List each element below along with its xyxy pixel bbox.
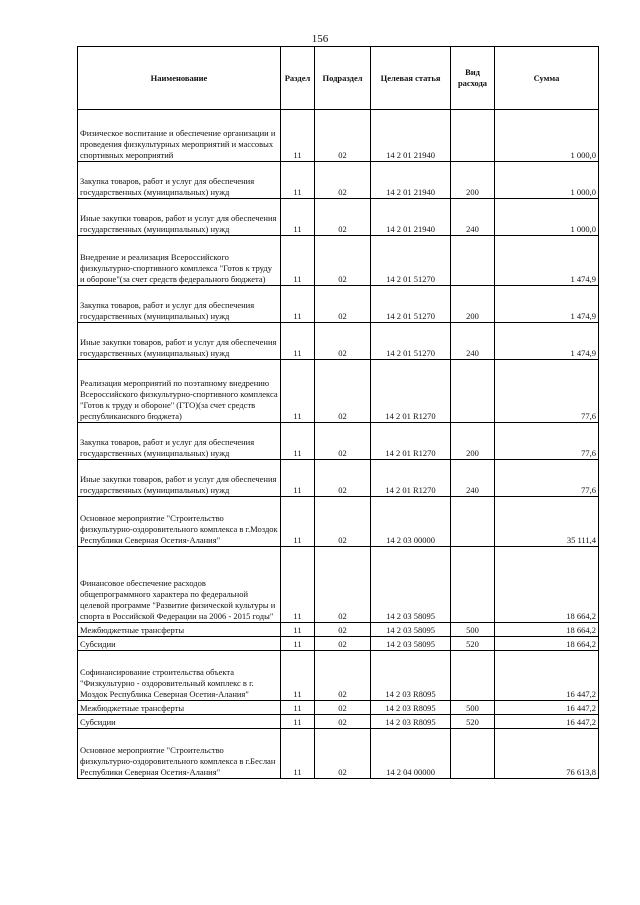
row-subsection: 02: [315, 715, 371, 729]
row-subsection: 02: [315, 162, 371, 199]
row-section: 11: [281, 286, 315, 323]
row-target: 14 2 03 58095: [371, 637, 451, 651]
table-row: [78, 323, 599, 360]
row-sum: 1 000,0: [495, 162, 599, 199]
row-name: Субсидии: [78, 715, 281, 729]
table-row: [78, 423, 599, 460]
row-target: 14 2 03 R8095: [371, 715, 451, 729]
row-type: 200: [451, 423, 495, 460]
row-name: Межбюджетные трансферты: [78, 701, 281, 715]
row-sum: 1 000,0: [495, 199, 599, 236]
row-name: Основное мероприятие "Строительство физкультурно-оздоровительного комплекса в г.Моздок Республики Северная Осетия-Алания": [78, 497, 281, 547]
row-target: 14 2 01 R1270: [371, 360, 451, 423]
row-type: 240: [451, 323, 495, 360]
row-subsection: 02: [315, 323, 371, 360]
row-target: 14 2 03 R8095: [371, 701, 451, 715]
row-target: 14 2 03 58095: [371, 623, 451, 637]
row-section: 11: [281, 637, 315, 651]
header-target: Целевая статья: [371, 47, 451, 110]
row-name: Иные закупки товаров, работ и услуг для обеспечения государственных (муниципальных) нужд: [78, 199, 281, 236]
header-subsection: Подраздел: [315, 47, 371, 110]
table-row: [78, 729, 599, 779]
row-section: 11: [281, 715, 315, 729]
row-sum: 35 111,4: [495, 497, 599, 547]
row-section: 11: [281, 323, 315, 360]
row-name: Иные закупки товаров, работ и услуг для обеспечения государственных (муниципальных) нужд: [78, 323, 281, 360]
row-section: 11: [281, 199, 315, 236]
row-section: 11: [281, 236, 315, 286]
row-sum: 76 613,8: [495, 729, 599, 779]
header-section: Раздел: [281, 47, 315, 110]
row-name: Закупка товаров, работ и услуг для обеспечения государственных (муниципальных) нужд: [78, 286, 281, 323]
row-target: 14 2 01 21940: [371, 162, 451, 199]
row-type: 500: [451, 623, 495, 637]
row-type: 520: [451, 715, 495, 729]
table-row: [78, 236, 599, 286]
table-row: [78, 460, 599, 497]
row-sum: 77,6: [495, 423, 599, 460]
row-subsection: 02: [315, 236, 371, 286]
row-sum: 16 447,2: [495, 701, 599, 715]
table-row: [78, 547, 599, 623]
row-subsection: 02: [315, 360, 371, 423]
row-subsection: 02: [315, 637, 371, 651]
row-section: 11: [281, 360, 315, 423]
row-target: 14 2 01 21940: [371, 110, 451, 162]
row-section: 11: [281, 162, 315, 199]
row-section: 11: [281, 547, 315, 623]
row-type: [451, 651, 495, 701]
row-subsection: 02: [315, 199, 371, 236]
row-target: 14 2 01 51270: [371, 286, 451, 323]
row-sum: 1 000,0: [495, 110, 599, 162]
budget-table: [77, 46, 599, 779]
row-name: Внедрение и реализация Всероссийского физкультурно-спортивного комплекса "Готов к труду и обороне"(за счет средств федерального бюджета): [78, 236, 281, 286]
row-type: 240: [451, 199, 495, 236]
row-name: Финансовое обеспечение расходов общепрограммного характера по федеральной целевой программе "Развитие физической культуры и спорта в Российской Федерации на 2006 - 2015 годы": [78, 547, 281, 623]
row-section: 11: [281, 623, 315, 637]
header-type: Вид расхода: [451, 47, 495, 110]
table-row: [78, 701, 599, 715]
header-sum: Сумма: [495, 47, 599, 110]
row-sum: 1 474,9: [495, 236, 599, 286]
row-type: [451, 729, 495, 779]
row-section: 11: [281, 497, 315, 547]
table-row: [78, 162, 599, 199]
row-name: Закупка товаров, работ и услуг для обеспечения государственных (муниципальных) нужд: [78, 162, 281, 199]
row-sum: 16 447,2: [495, 715, 599, 729]
row-name: Иные закупки товаров, работ и услуг для обеспечения государственных (муниципальных) нужд: [78, 460, 281, 497]
row-section: 11: [281, 110, 315, 162]
row-section: 11: [281, 460, 315, 497]
row-sum: 1 474,9: [495, 286, 599, 323]
row-name: Субсидии: [78, 637, 281, 651]
row-target: 14 2 03 58095: [371, 547, 451, 623]
table-header: [78, 47, 599, 110]
row-section: 11: [281, 701, 315, 715]
row-type: [451, 547, 495, 623]
table-row: [78, 110, 599, 162]
row-subsection: 02: [315, 547, 371, 623]
row-name: Реализация мероприятий по поэтапному внедрению Всероссийского физкультурно-спортивного комплекса "Готов к труду и обороне" (ГТО)(за счет средств республиканского бюджета): [78, 360, 281, 423]
table-row: [78, 497, 599, 547]
row-target: 14 2 03 00000: [371, 497, 451, 547]
row-subsection: 02: [315, 460, 371, 497]
header-name: Наименование: [78, 47, 281, 110]
row-target: 14 2 01 51270: [371, 236, 451, 286]
row-target: 14 2 03 R8095: [371, 651, 451, 701]
row-section: 11: [281, 651, 315, 701]
table-row: [78, 286, 599, 323]
table-row: [78, 360, 599, 423]
table-body: [78, 110, 599, 779]
row-target: 14 2 01 R1270: [371, 423, 451, 460]
row-target: 14 2 04 00000: [371, 729, 451, 779]
row-section: 11: [281, 423, 315, 460]
table-row: [78, 651, 599, 701]
row-type: [451, 110, 495, 162]
row-type: 500: [451, 701, 495, 715]
row-subsection: 02: [315, 110, 371, 162]
table-row: [78, 715, 599, 729]
row-sum: 1 474,9: [495, 323, 599, 360]
row-subsection: 02: [315, 623, 371, 637]
row-type: 200: [451, 162, 495, 199]
page-number: 156: [311, 33, 329, 45]
row-name: Закупка товаров, работ и услуг для обеспечения государственных (муниципальных) нужд: [78, 423, 281, 460]
row-type: [451, 360, 495, 423]
row-target: 14 2 01 R1270: [371, 460, 451, 497]
row-subsection: 02: [315, 701, 371, 715]
row-type: [451, 236, 495, 286]
row-target: 14 2 01 21940: [371, 199, 451, 236]
table-row: [78, 623, 599, 637]
row-subsection: 02: [315, 423, 371, 460]
row-name: Межбюджетные трансферты: [78, 623, 281, 637]
table-row: [78, 199, 599, 236]
row-sum: 77,6: [495, 360, 599, 423]
row-type: 520: [451, 637, 495, 651]
row-sum: 16 447,2: [495, 651, 599, 701]
row-subsection: 02: [315, 286, 371, 323]
row-target: 14 2 01 51270: [371, 323, 451, 360]
row-type: 200: [451, 286, 495, 323]
row-name: Основное мероприятие "Строительство физкультурно-оздоровительного комплекса в г.Беслан Республики Северная Осетия-Алания": [78, 729, 281, 779]
row-section: 11: [281, 729, 315, 779]
row-sum: 18 664,2: [495, 637, 599, 651]
row-name: Софинансирование строительства объекта "Физкультурно - оздоровительный комплекс в г. Моздок Республика Северная Осетия-Алания": [78, 651, 281, 701]
row-sum: 18 664,2: [495, 623, 599, 637]
row-subsection: 02: [315, 651, 371, 701]
row-type: [451, 497, 495, 547]
row-sum: 77,6: [495, 460, 599, 497]
table-row: [78, 637, 599, 651]
row-subsection: 02: [315, 729, 371, 779]
row-type: 240: [451, 460, 495, 497]
row-subsection: 02: [315, 497, 371, 547]
row-sum: 18 664,2: [495, 547, 599, 623]
row-name: Физическое воспитание и обеспечение организации и проведения физкультурных мероприятий и массовых спортивных мероприятий: [78, 110, 281, 162]
